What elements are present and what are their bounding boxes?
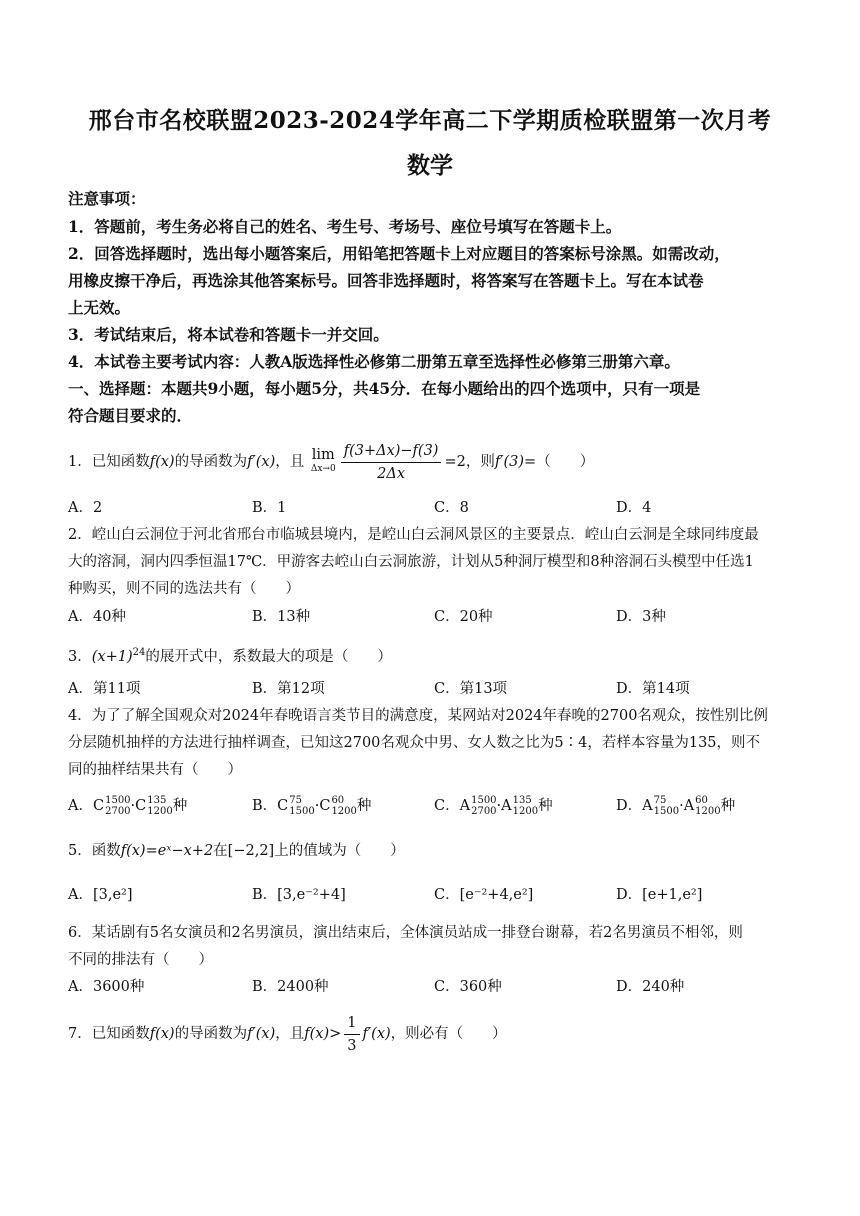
question-2-line: 种购买，则不同的选法共有（ ） — [68, 581, 300, 597]
math-symbol: A — [642, 798, 653, 814]
q3-text: 的展开式中，系数最大的项是（ ） — [145, 648, 392, 665]
math-expr: f′(x) — [362, 1026, 391, 1042]
option-c: C．8 — [434, 500, 469, 516]
math-symbol: C — [92, 798, 105, 814]
notice-item: 3．考试结束后，将本试卷和答题卡一并交回。 — [68, 325, 389, 344]
q6-options — [68, 974, 794, 1000]
unit: 种 — [720, 798, 736, 814]
math-symbol: A — [459, 798, 471, 814]
math-symbol: C — [319, 798, 331, 814]
superscript: 60 — [331, 795, 345, 806]
sup-sub — [654, 795, 679, 817]
superscript: 1500 — [471, 795, 497, 806]
q1-text: 的导函数为 — [174, 454, 248, 470]
denominator: 2Δx — [377, 465, 406, 482]
question-5 — [68, 838, 794, 864]
q5-prefix: 5．函数 — [68, 843, 121, 859]
unit: 种 — [538, 798, 553, 814]
superscript: 75 — [289, 795, 302, 806]
option-b: B．1 — [252, 500, 287, 516]
q7-text: ，则必有（ ） — [390, 1026, 507, 1042]
option-a: A．3600种 — [68, 979, 145, 995]
math-expr: f(x) — [149, 454, 175, 470]
option-label: D． — [616, 798, 643, 814]
option-d: D．A 75 1500 ·A 60 1200 种 — [616, 795, 736, 817]
section-heading: 一、选择题：本题共9小题，每小题5分，共45分．在每小题给出的四个选项中，只有一项是 — [68, 379, 701, 398]
option-c: C．20种 — [434, 609, 493, 625]
q3-prefix: 3． — [68, 648, 92, 665]
math-operator: > — [329, 1026, 342, 1042]
option-d: D．第14项 — [616, 681, 690, 697]
sup-sub — [695, 795, 720, 817]
q1-text: ，且 — [275, 454, 305, 470]
q1-text: =（ ） — [524, 454, 595, 470]
fraction — [341, 440, 442, 485]
denominator: 3 — [347, 1037, 357, 1054]
option-label: A． — [68, 798, 93, 814]
sup-sub — [331, 795, 356, 817]
sup-sub — [289, 795, 314, 817]
question-4-line: 分层随机抽样的方法进行抽样调查，已知这2700名观众中男、女人数之比为5∶4，若样本容量为135，则不 — [68, 735, 761, 751]
math-expr: (x+1) — [91, 648, 133, 665]
option-label: C． — [434, 798, 460, 814]
notice-item: 4．本试卷主要考试内容：人教A版选择性必修第二册第五章至选择性必修第三册第六章。 — [68, 352, 680, 371]
option-a: A．[3,e²] — [68, 887, 133, 903]
section-heading-cont: 符合题目要求的． — [68, 406, 193, 425]
q5-text: 在[−2,2]上的值域为（ ） — [213, 843, 405, 859]
question-1 — [68, 438, 794, 486]
option-a: A．C 1500 2700 ·C 135 1200 种 — [68, 795, 188, 817]
exponent: 24 — [132, 647, 146, 658]
q3-options — [68, 676, 794, 702]
option-d: D．240种 — [616, 979, 685, 995]
option-a: A．第11项 — [68, 681, 141, 697]
math-expr: f′(x) — [247, 1026, 276, 1042]
option-d: D．[e+1,e²] — [616, 887, 703, 903]
option-b: B．13种 — [252, 609, 311, 625]
notice-item: 1．答题前，考生务必将自己的姓名、考生号、考场号、座位号填写在答题卡上。 — [68, 217, 622, 236]
unit: 种 — [172, 798, 188, 814]
q1-options — [68, 495, 794, 521]
q7-text: 的导函数为 — [174, 1026, 248, 1042]
limit-operator — [311, 448, 336, 476]
numerator: f(3+Δx)−f(3) — [341, 440, 442, 463]
question-4-line: 同的抽样结果共有（ ） — [68, 762, 242, 778]
subscript: 1500 — [289, 806, 315, 817]
option-d: D．3种 — [616, 609, 666, 625]
q5-options — [68, 882, 794, 908]
option-b: B．[3,e⁻²+4] — [252, 887, 346, 903]
lim-subscript: Δx→0 — [310, 464, 336, 474]
option-a: A．2 — [68, 500, 103, 516]
unit: 种 — [356, 798, 372, 814]
math-expr: f′(3) — [494, 454, 525, 470]
sup-sub — [513, 795, 538, 817]
numerator: 1 — [344, 1012, 359, 1035]
math-symbol: C — [135, 798, 147, 814]
question-2-line: 大的溶洞，洞内四季恒温17℃．甲游客去崆山白云洞旅游，计划从5种洞厅模型和8种溶洞石头模型中任选1 — [68, 554, 754, 570]
exam-title: 邢台市名校联盟2023-2024学年高二下学期质检联盟第一次月考 — [88, 107, 772, 134]
superscript: 135 — [512, 795, 532, 806]
lim-label: lim — [311, 447, 335, 463]
subscript: 1200 — [695, 806, 721, 817]
option-c: C．第13项 — [434, 681, 508, 697]
question-2-line: 2．崆山白云洞位于河北省邢台市临城县境内，是崆山白云洞风景区的主要景点．崆山白云洞是全球同纬度最 — [68, 527, 759, 543]
subscript: 2700 — [105, 806, 131, 817]
question-6-line: 6．某话剧有5名女演员和2名男演员，演出结束后，全体演员站成一排登台谢幕，若2名男演员不相邻，则 — [68, 925, 743, 941]
option-c: C．A 1500 2700 ·A 135 1200 种 — [434, 795, 553, 817]
question-3 — [68, 640, 794, 670]
q1-prefix: 1．已知函数 — [68, 454, 150, 470]
subscript: 1200 — [331, 806, 357, 817]
question-4-line: 4．为了了解全国观众对2024年春晚语言类节目的满意度，某网站对2024年春晚的2700名观众，按性别比例 — [68, 708, 768, 724]
subscript: 1200 — [512, 806, 539, 817]
option-a: A．40种 — [68, 609, 126, 625]
option-b: B．C 75 1500 ·C 60 1200 种 — [252, 795, 372, 817]
question-7 — [68, 1010, 794, 1058]
subscript: 1200 — [147, 806, 173, 817]
superscript: 1500 — [105, 795, 131, 806]
notice-item: 用橡皮擦干净后，再选涂其他答案标号。回答非选择题时，将答案写在答题卡上。写在本试卷 — [68, 271, 704, 290]
option-b: B．2400种 — [252, 979, 329, 995]
notice-heading: 注意事项： — [68, 189, 146, 208]
sup-sub — [471, 795, 496, 817]
q1-text: =2，则 — [444, 454, 495, 470]
math-expr: f(x) — [149, 1026, 175, 1042]
superscript: 75 — [653, 795, 667, 806]
q7-prefix: 7．已知函数 — [68, 1026, 150, 1042]
option-d: D．4 — [616, 500, 652, 516]
option-c: C．[e⁻²+4,e²] — [434, 887, 534, 903]
subscript: 2700 — [471, 806, 497, 817]
superscript: 135 — [147, 795, 167, 806]
q7-text: ，且 — [275, 1026, 305, 1042]
notice-item: 2．回答选择题时，选出每小题答案后，用铅笔把答题卡上对应题目的答案标号涂黑。如需改动， — [68, 244, 730, 263]
math-expr: f′(x) — [247, 454, 276, 470]
math-symbol: C — [277, 798, 289, 814]
sup-sub — [105, 795, 130, 817]
subscript: 1500 — [653, 806, 680, 817]
sup-sub — [147, 795, 172, 817]
notice-item: 上无效。 — [68, 298, 131, 317]
question-6-line: 不同的排法有（ ） — [68, 952, 213, 968]
math-symbol: A — [683, 798, 695, 814]
q2-options — [68, 604, 794, 630]
math-expr: f(x) — [304, 1026, 330, 1042]
superscript: 60 — [695, 795, 708, 806]
option-b: B．第12项 — [252, 681, 325, 697]
fraction — [344, 1012, 359, 1057]
subject-title: 数学 — [407, 152, 453, 179]
math-expr: f(x)=eˣ−x+2 — [120, 843, 214, 859]
q4-options — [68, 793, 794, 823]
option-label: B． — [252, 798, 278, 814]
math-symbol: A — [501, 798, 512, 814]
option-c: C．360种 — [434, 979, 502, 995]
